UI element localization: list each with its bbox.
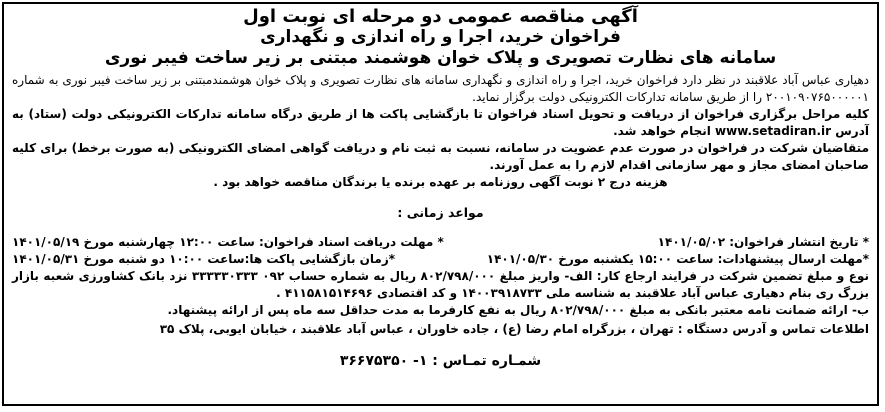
tender-notice [2, 2, 879, 406]
contact-address: اطلاعات تماس و آدرس دستگاه : تهران ، بزرگراه امام رضا (ع) ، جاده خاوران ، عباس آباد علاقبند ، خیابان ایوبی، پلاک ۳۵ [159, 322, 869, 336]
setad-text: کلیه مراحل برگزاری فراخوان از دریافت و تحویل اسناد فراخوان تا بازگشایی پاکت ها از طریق درگاه سامانه تدارکات الکترونیکی دولت (ستاد) به آدرس [12, 107, 869, 138]
notice-title: آگهی مناقصه عمومی دو مرحله ای نوبت اول [243, 6, 638, 27]
guarantee-a: نوع و مبلغ تضمین شرکت در فرایند ارجاع کار: الف- واریز مبلغ ۸۰۲/۷۹۸/۰۰۰ ریال به شماره حساب ۰۹۲ ۳۳۳۳۳۰۳۳۳ نزد بانک کشاورزی شعبه بازار بزرگ ری بنام دهیاری عباس آباد علاقبند به شناسه ملی ۱۴۰۰۳۹۱۸۷۳۳ و کد اقتصادی ۴۱۱۵۸۱۵۱۴۶۹۶ . [12, 269, 870, 300]
timeline-heading: مواعد زمانی : [397, 204, 484, 220]
timeline-row-2 [12, 251, 869, 268]
guarantee-b: ب- ارائه ضمانت نامه معتبر بانکی به مبلغ ۸۰۲/۷۹۸/۰۰۰ ریال به نفع کارفرما به مدت حداقل سه ماه پس از ارائه پیشنهاد. [167, 303, 869, 317]
opening-time: *زمان بازگشایی پاکت ها:ساعت ۱۰:۰۰ دو شنبه مورخ ۱۴۰۱/۰۵/۳۱ [12, 252, 396, 266]
contact-phone: شمـاره تمـاس : ۱- ۳۶۶۷۵۳۵۰ [339, 353, 542, 369]
setad-end: انجام خواهد شد. [613, 124, 711, 138]
notice-subtitle: فراخوان خرید، اجرا و راه اندازی و نگهداری [260, 27, 621, 47]
timeline-row-1 [12, 234, 869, 251]
submit-deadline: *مهلت ارسال پیشنهادات: ساعت ۱۵:۰۰ یکشنبه مورخ ۱۴۰۱/۰۵/۳۰ [486, 252, 869, 266]
intro-paragraph: دهیاری عباس آباد علاقبند در نظر دارد فراخوان خرید، اجرا و راه اندازی و نگهداری سامانه های نظارت تصویری و پلاک خوان هوشمندمبتنی بر زیر ساخت فیبر نوری به شماره ۲۰۰۱۰۹۰۷۶۵۰۰۰۰۰۱ را از طریق سامانه تدارکات الکترونیکی دولت برگزار نماید. [12, 73, 869, 104]
receive-deadline: * مهلت دریافت اسناد فراخوان: ساعت ۱۲:۰۰ چهارشنبه مورخ ۱۴۰۱/۰۵/۱۹ [12, 235, 444, 249]
setad-url[interactable]: www.setadiran.ir [715, 124, 832, 138]
notice-subject: سامانه های نظارت تصویری و پلاک خوان هوشمند مبتنی بر زیر ساخت فیبر نوری [104, 48, 777, 68]
cost-paragraph: هزینه درج ۲ نوبت آگهی روزنامه بر عهده برنده یا برندگان مناقصه خواهد بود . [213, 175, 668, 189]
applicants-paragraph: متقاضیان شرکت در فراخوان در صورت عدم عضویت در سامانه، نسبت به ثبت نام و دریافت گواهی امضای الکترونیکی (به صورت برخط) برای کلیه صاحبان امضای مجاز و مهر سازمانی اقدام لازم را به عمل آورند. [12, 141, 869, 172]
publish-date: * تاریخ انتشار فراخوان: ۱۴۰۱/۰۵/۰۲ [657, 235, 869, 249]
setad-paragraph [12, 106, 869, 140]
